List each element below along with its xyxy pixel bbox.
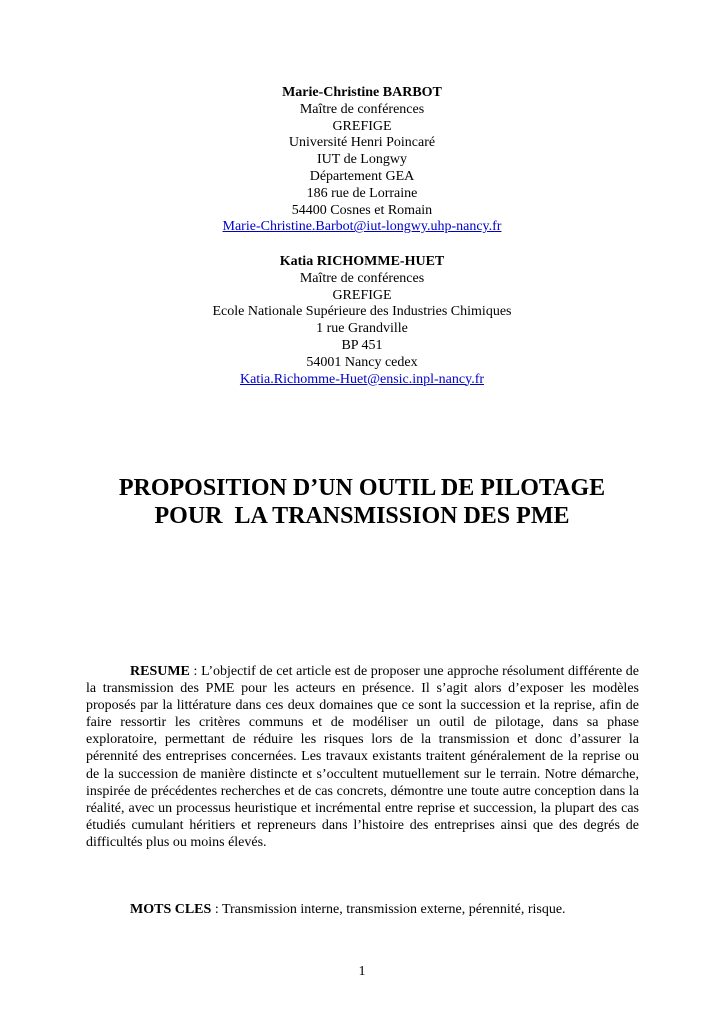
author-position: Maître de conférences: [299, 270, 425, 286]
author-city: 54001 Nancy cedex: [306, 354, 418, 370]
author-university: Université Henri Poincaré: [288, 135, 436, 151]
title-line-2: POUR LA TRANSMISSION DES PME: [154, 503, 570, 529]
author-block-richomme-huet: [0, 254, 724, 388]
page-number: 1: [358, 964, 366, 979]
paper-title: [0, 474, 724, 530]
author-city: 54400 Cosnes et Romain: [291, 202, 433, 218]
author-block-barbot: [0, 85, 724, 236]
author-lab: GREFIGE: [332, 118, 392, 134]
author-name: Marie-Christine BARBOT: [282, 85, 442, 100]
abstract-label: RESUME: [130, 664, 190, 679]
author-department: Département GEA: [309, 168, 415, 184]
abstract-separator: :: [189, 664, 202, 679]
abstract-text: L’objectif de cet article est de proposer une approche résolument différente de la transmission des PME pour les acteurs en présence. Il s’agit alors d’exposer les modèles proposés par la littérature dans ces deux domaines que ce sont la succession et la reprise, afin de faire ressortir les critères communs et de modéliser un outil de pilotage, dans sa phase exploratoire, permettant de réduire les risques lors de la transmission et donc d’assurer la pérennité des entreprises concernées. Les travaux existants traitent généralement de la reprise ou de la succession de manière distincte et s’occultent mutuellement sur le terrain. Notre démarche, inspirée de précédentes recherches et de cas concrets, démontre une toute autre conception dans la réalité, avec un processus heuristique et incrémental entre reprise et succession, la plupart des cas étudiés cumulant héritiers et repreneurs dans l’histoire des entreprises ainsi que des degrés de difficultés plus ou moins élevés.: [86, 664, 640, 850]
author-lab: GREFIGE: [332, 287, 392, 303]
author-institute: IUT de Longwy: [317, 152, 407, 168]
keywords-label: MOTS CLES: [130, 902, 212, 917]
author-school: Ecole Nationale Supérieure des Industries Chimiques: [212, 304, 512, 320]
keywords-line: [130, 901, 650, 918]
author-email-link[interactable]: Katia.Richomme-Huet@ensic.inpl-nancy.fr: [239, 371, 485, 387]
author-position: Maître de conférences: [299, 101, 425, 117]
keywords-separator: :: [211, 902, 222, 917]
author-street: 1 rue Grandville: [316, 321, 408, 337]
author-street: 186 rue de Lorraine: [306, 185, 418, 201]
author-po-box: BP 451: [341, 337, 383, 353]
title-line-1: PROPOSITION D’UN OUTIL DE PILOTAGE: [118, 475, 606, 501]
author-name: Katia RICHOMME-HUET: [279, 254, 445, 269]
abstract-paragraph: [86, 663, 639, 851]
keywords-text: Transmission interne, transmission externe, pérennité, risque.: [221, 902, 566, 917]
author-email-link[interactable]: Marie-Christine.Barbot@iut-longwy.uhp-nancy.fr: [222, 219, 502, 235]
